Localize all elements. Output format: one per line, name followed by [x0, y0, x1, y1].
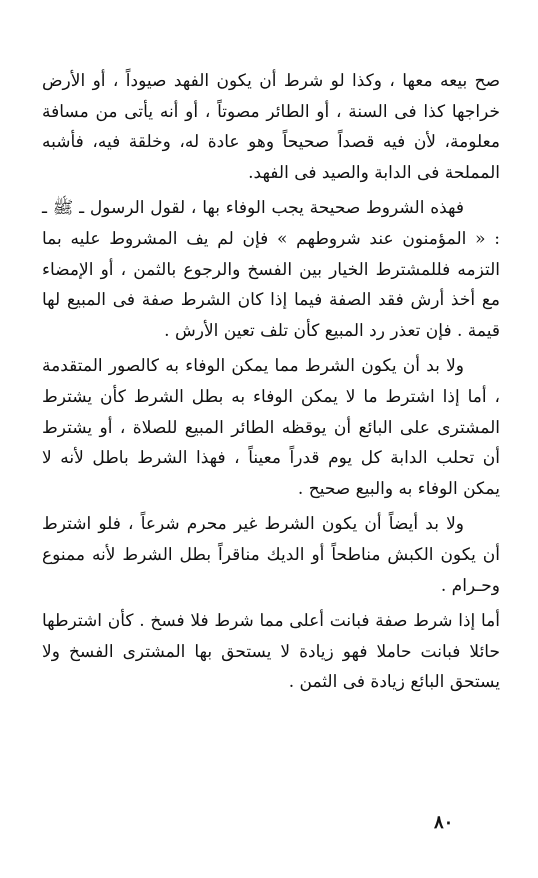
paragraph-possible-conditions: ولا بد أن يكون الشرط مما يمكن الوفاء به كالصور المتقدمة ، أما إذا اشترط ما لا يمكن الوفاء به بطل الشرط كأن يشترط المشترى على البائع أن يوقظه الطائر المبيع للصلاة ، أو يشترط أن تحلب الدابة كل يوم قدراً معيناً ، فهذا الشرط باطل لأنه لا يمكن الوفاء به والبيع صحيح . — [42, 356, 500, 499]
paragraph-lawful-conditions: ولا بد أيضاً أن يكون الشرط غير محرم شرعاً ، فلو اشترط أن يكون الكبش مناطحاً أو الديك مناقراً بطل الشرط لأنه ممنوع وحـرام . — [42, 514, 500, 596]
page-number: ٨٠ — [434, 812, 454, 833]
paragraph-fulfilling-conditions: فهذه الشروط صحيحة يجب الوفاء بها ، لقول الرسول ـ ﷺ ـ : « المؤمنون عند شروطهم » فإن لم يف المشروط عليه بما التزمه فللمشترط الخيار بين الفسخ والرجوع بالثمن ، أو الإمضاء مع أخذ أرش فقد الصفة فيما إذا كان الشرط صفة فى المبيع لها قيمة . فإن تعذر رد المبيع كأن تلف تعين الأرش . — [42, 198, 500, 341]
page-body-text — [42, 66, 500, 698]
paragraph-better-attribute: أما إذا شرط صفة فبانت أعلى مما شرط فلا فسخ . كأن اشترطها حائلا فبانت حاملا فهو زيادة لا يستحق بها المشترى الفسخ ولا يستحق البائع زيادة فى الثمن . — [42, 611, 500, 693]
paragraph-valid-condition-examples: صح بيعه معها ، وكذا لو شرط أن يكون الفهد صيوداً ، أو الأرض خراجها كذا فى السنة ، أو الطائر مصوتاً ، أو أنه يأتى من مسافة معلومة، لأن فيه قصداً صحيحاً وهو عادة له، وخلقة فيه، فأشبه المملحة فى الدابة والصيد فى الفهد. — [42, 71, 500, 183]
